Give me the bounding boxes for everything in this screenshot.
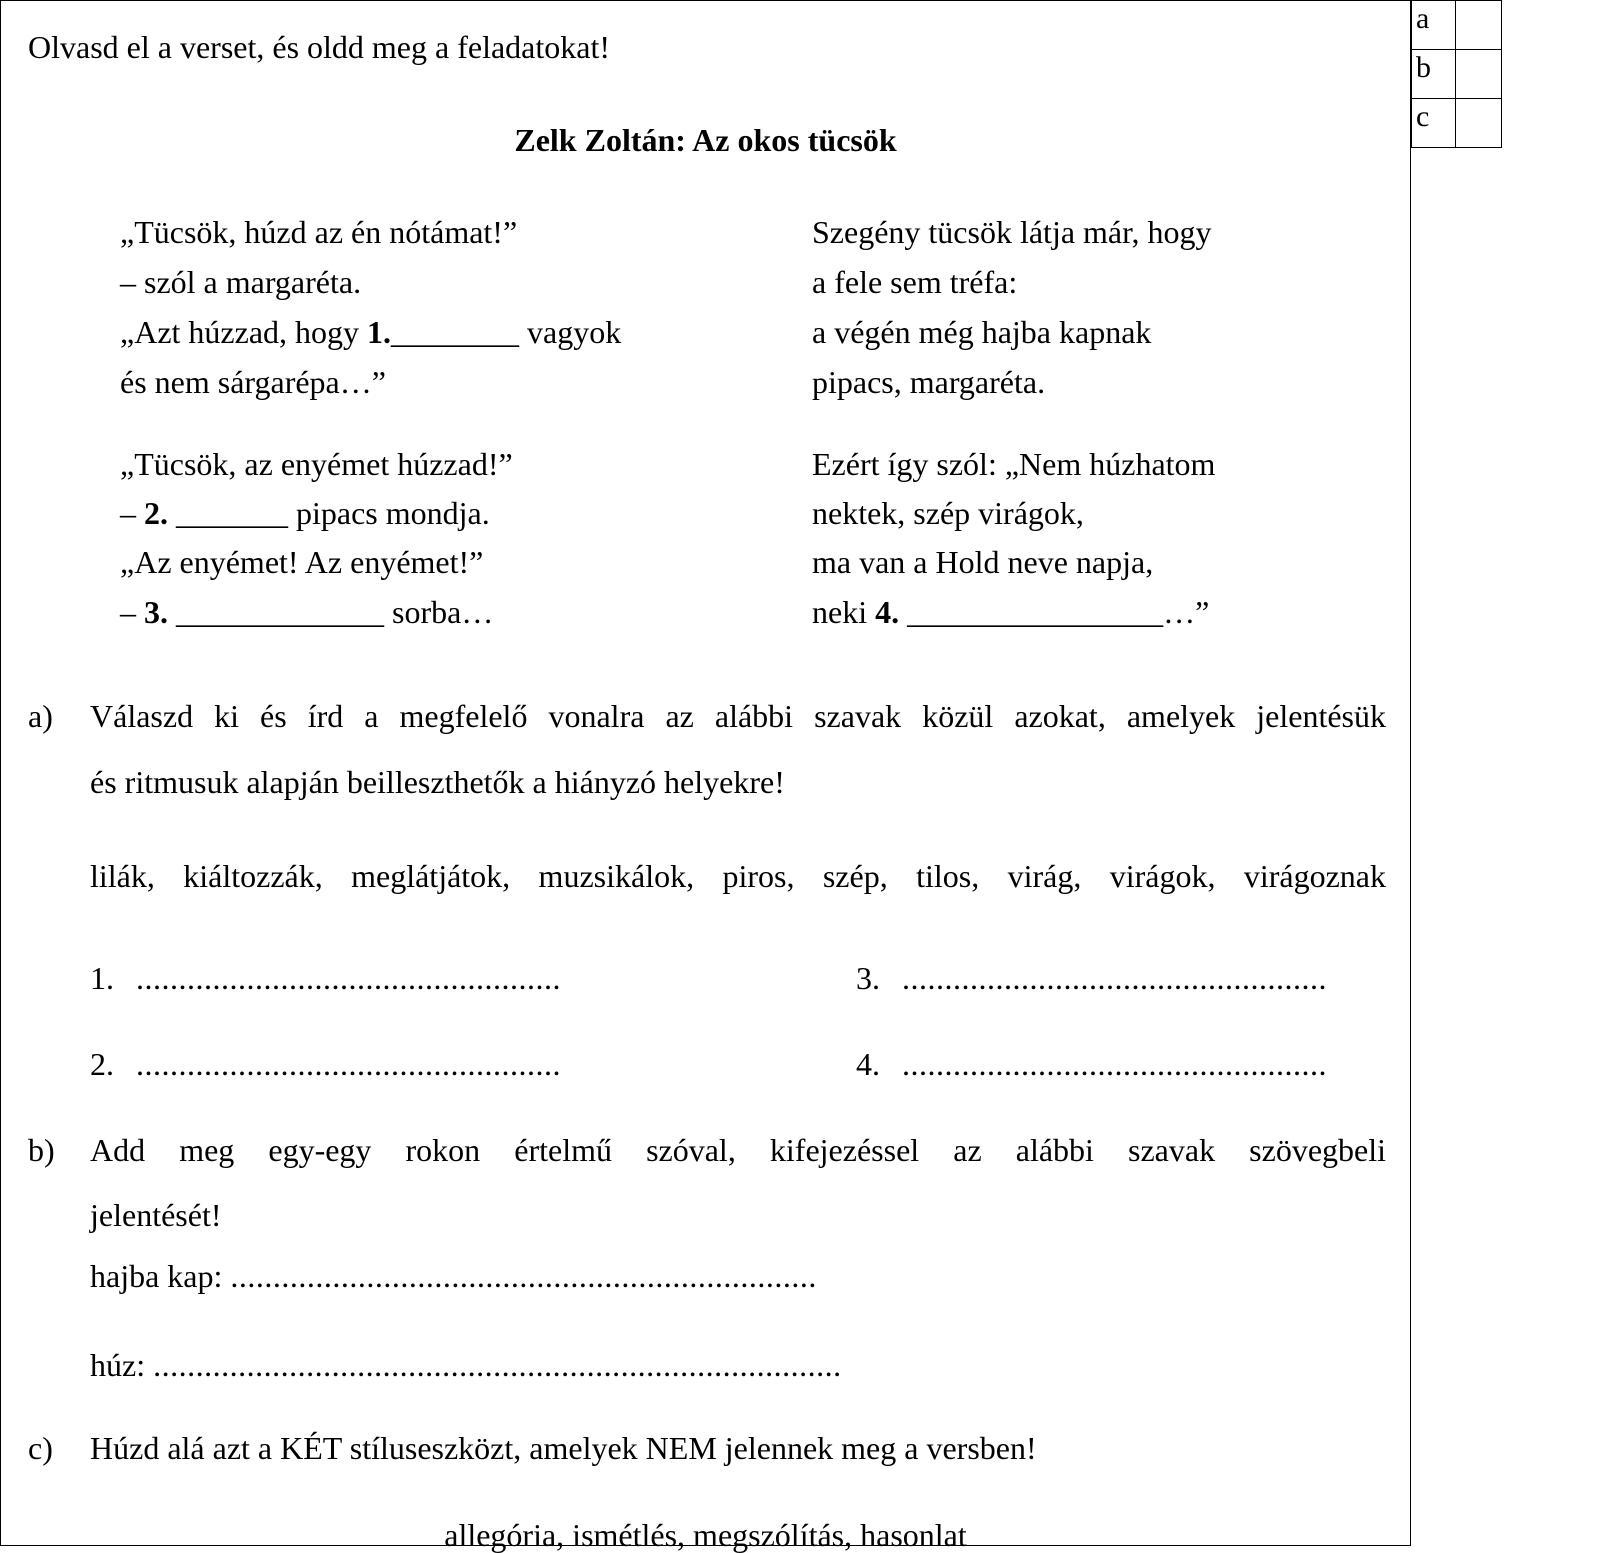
task-a-label: a)	[28, 698, 53, 734]
answer-line-4[interactable]: ..................................................	[902, 1046, 1327, 1082]
score-cell-a[interactable]	[1456, 1, 1502, 50]
answer-line-3[interactable]: ..................................................	[902, 960, 1327, 996]
poem-right-line: nektek, szép virágok,	[812, 495, 1084, 531]
poem-left-line: „Az enyémet! Az enyémet!”	[120, 544, 484, 580]
poem-left-line: és nem sárgarépa…”	[120, 364, 386, 400]
poem-left-line: – szól a margaréta.	[120, 264, 362, 300]
task-b-item: hajba kap: .....................................................................	[90, 1258, 817, 1294]
gap-number: 4.	[875, 594, 900, 630]
poem-right-line: pipacs, margaréta.	[812, 364, 1046, 400]
score-cell-b[interactable]	[1456, 50, 1502, 99]
poem-left-line: „Tücsök, húzd az én nótámat!”	[120, 214, 518, 250]
gap-line: _____________	[176, 594, 384, 630]
poem-right-line: Ezért így szól: „Nem húzhatom	[812, 446, 1216, 482]
answer-line-1[interactable]: ..................................................	[136, 960, 561, 996]
instruction: Olvasd el a verset, és oldd meg a feladatokat!	[28, 29, 610, 65]
answer-label: 2.	[90, 1046, 114, 1082]
task-b-label: b)	[28, 1132, 55, 1168]
answer-line-hajba[interactable]: .....................................................................	[230, 1258, 817, 1294]
gap-line: ________	[391, 314, 520, 350]
gap-number: 2.	[144, 495, 168, 531]
task-b-item: húz: .................................................................................	[90, 1347, 842, 1383]
score-label-c: c	[1412, 99, 1456, 148]
task-a-text: és ritmusuk alapján beilleszthetők a hiányzó helyekre!	[90, 764, 785, 800]
word-bank: lilák, kiáltozzák, meglátjátok, muzsikálok, piros, szép, tilos, virág, virágok, virágoznak	[90, 858, 1386, 894]
answer-line-huz[interactable]: .................................................................................	[153, 1347, 842, 1383]
task-b-text: Add meg egy-egy rokon értelmű szóval, kifejezéssel az alábbi szavak szövegbeli	[90, 1132, 1386, 1168]
task-c-label: c)	[28, 1430, 53, 1466]
poem-right-line: ma van a Hold neve napja,	[812, 544, 1154, 580]
poem-right-line: neki 4. ________________…”	[812, 594, 1210, 630]
answer-line-2[interactable]: ..................................................	[136, 1046, 561, 1082]
poem-right-line: a végén még hajba kapnak	[812, 314, 1152, 350]
poem-left-line: – 3. _____________ sorba…	[120, 594, 494, 630]
gap-line: _______	[176, 495, 288, 531]
style-options[interactable]: allegória, ismétlés, megszólítás, hasonlat	[444, 1517, 967, 1553]
frame-top-border	[0, 0, 1411, 1]
gap-number: 3.	[144, 594, 168, 630]
answer-label: 4.	[856, 1046, 880, 1082]
score-label-a: a	[1412, 1, 1456, 50]
poem-left-line: – 2. _______ pipacs mondja.	[120, 495, 490, 531]
poem-right-line: Szegény tücsök látja már, hogy	[812, 214, 1212, 250]
task-a-text: Válaszd ki és írd a megfelelő vonalra az alábbi szavak közül azokat, amelyek jelentésük	[90, 698, 1386, 734]
score-cell-c[interactable]	[1456, 99, 1502, 148]
task-b-text: jelentését!	[90, 1197, 222, 1233]
poem-left-line: „Azt húzzad, hogy 1.________ vagyok	[120, 314, 622, 350]
task-c-text: Húzd alá azt a KÉT stíluseszközt, amelyek NEM jelennek meg a versben!	[90, 1430, 1037, 1466]
poem-left-line: „Tücsök, az enyémet húzzad!”	[120, 446, 513, 482]
poem-title: Zelk Zoltán: Az okos tücsök	[514, 122, 897, 158]
answer-label: 1.	[90, 960, 114, 996]
score-label-b: b	[1412, 50, 1456, 99]
answer-label: 3.	[856, 960, 880, 996]
gap-number: 1.	[367, 314, 392, 350]
score-box	[1411, 0, 1502, 148]
gap-line: ________________	[907, 594, 1164, 630]
poem-right-line: a fele sem tréfa:	[812, 264, 1018, 300]
